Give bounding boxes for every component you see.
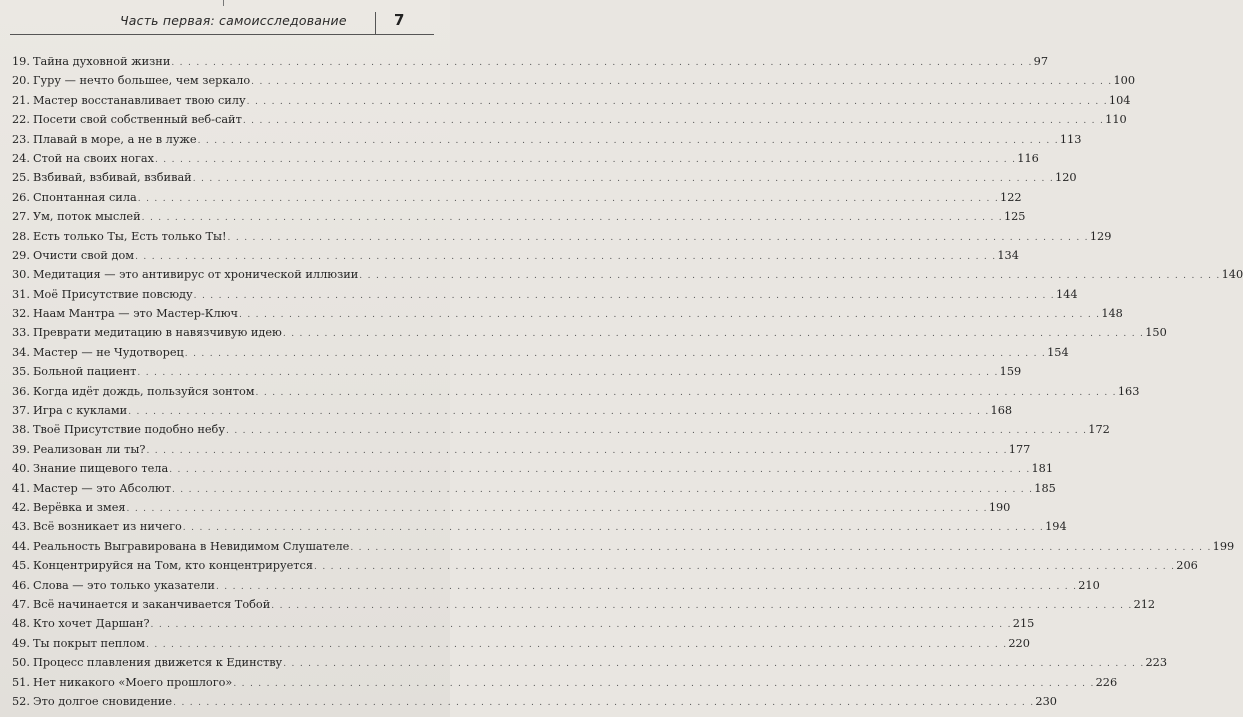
toc-entry-page: 212 (1133, 597, 1156, 611)
toc-entry-title: Наам Мантра — это Мастер-Ключ (32, 307, 239, 321)
toc-entry-title: Гуру — нечто большее, чем зеркало (32, 74, 251, 88)
toc-entry (12, 52, 1049, 71)
toc-entry (12, 91, 1131, 110)
toc-entry-number: 42. (12, 500, 30, 514)
toc-entry-number: 44. (12, 539, 30, 553)
toc-entry-title: Ум, поток мыслей (32, 210, 141, 224)
toc-entry-number: 41. (12, 481, 30, 495)
toc-entry-page: 159 (999, 365, 1022, 379)
toc-entry-title: Верёвка и змея (32, 500, 126, 514)
toc-leader-dots (358, 267, 1221, 286)
toc-entry (12, 498, 1011, 517)
toc-entry-page: 223 (1145, 656, 1168, 670)
toc-entry-page: 172 (1088, 423, 1110, 437)
toc-entry-title: Взбивай, взбивай, взбивай (32, 171, 192, 185)
toc-entry-page: 220 (1008, 636, 1030, 650)
toc-entry-title: Медитация — это антивирус от хронической иллюзии (32, 268, 359, 282)
toc-entry (12, 343, 1069, 362)
toc-entry-number: 37. (12, 404, 30, 418)
toc-entry-title: Слова — это только указатели (32, 578, 215, 592)
toc-entry (12, 459, 1054, 478)
toc-entry-title: Твоё Присутствие подобно небу (32, 423, 225, 437)
toc-entry-title: Плавай в море, а не в луже (32, 132, 197, 146)
toc-entry-page: 163 (1117, 384, 1140, 398)
toc-entry (12, 168, 1077, 187)
toc-entry-number: 25. (12, 171, 30, 185)
toc-entry-page: 113 (1059, 132, 1082, 146)
toc-entry (12, 556, 1198, 575)
toc-entry (12, 246, 1019, 265)
toc-entry-title: Концентрируйся на Том, кто концентрируется (32, 559, 313, 573)
toc-entry-page: 206 (1176, 559, 1198, 573)
toc-entry-title: Реальность Выгравирована в Невидимом Слушателе (32, 539, 350, 553)
toc-entry-title: Больной пациент (32, 365, 137, 379)
header-rule (10, 34, 434, 35)
toc-entry (12, 576, 1100, 595)
toc-entry (12, 595, 1156, 614)
header-tick-mark (223, 0, 224, 6)
toc-entry-page: 144 (1055, 287, 1078, 301)
toc-entry (12, 673, 1118, 692)
toc-entry-title: Преврати медитацию в навязчивую идею (32, 326, 282, 340)
toc-entry-number: 35. (12, 365, 30, 379)
toc-entry-page: 134 (997, 248, 1019, 262)
toc-entry-title: Есть только Ты, Есть только Ты! (32, 229, 227, 243)
toc-entry (12, 517, 1067, 536)
toc-entry-number: 51. (12, 675, 30, 689)
toc-entry (12, 207, 1026, 226)
toc-entry-title: Ты покрыт пеплом (32, 636, 146, 650)
toc-entry-number: 34. (12, 345, 30, 359)
toc-entry-page: 140 (1221, 268, 1243, 282)
toc-entry-title: Мастер восстанавливает твою силу (32, 93, 246, 107)
toc-entry-number: 27. (12, 210, 30, 224)
toc-entry (12, 692, 1057, 711)
toc-entry-number: 20. (12, 74, 30, 88)
toc-entry-page: 129 (1089, 229, 1112, 243)
toc-entry-number: 31. (12, 287, 30, 301)
toc-entry-number: 39. (12, 442, 30, 456)
toc-entry (12, 401, 1013, 420)
header-divider (375, 12, 376, 34)
toc-entry-page: 199 (1212, 539, 1235, 553)
toc-entry (12, 285, 1078, 304)
toc-entry-number: 48. (12, 617, 30, 631)
toc-entry-number: 24. (12, 151, 30, 165)
toc-entry-title: Тайна духовной жизни (32, 55, 171, 68)
toc-entry-title: Очисти свой дом (32, 248, 135, 262)
toc-entry (12, 149, 1039, 168)
toc-entry-title: Когда идёт дождь, пользуйся зонтом (32, 384, 255, 398)
toc-entry-number: 28. (12, 229, 30, 243)
toc-entry-title: Реализован ли ты? (32, 442, 146, 456)
toc-entry (12, 110, 1127, 129)
toc-entry-title: Посети свой собственный веб-сайт (32, 113, 242, 127)
toc-entry (12, 265, 1243, 284)
toc-entry-page: 210 (1078, 578, 1100, 592)
toc-entry-number: 26. (12, 190, 30, 204)
toc-entry-page: 104 (1108, 93, 1131, 107)
toc-entry-title: Мастер — это Абсолют (32, 481, 171, 495)
toc-entry (12, 323, 1167, 342)
toc-entry-number: 47. (12, 597, 30, 611)
toc-entry-number: 43. (12, 520, 30, 534)
toc-entry-title: Это долгое сновидение (32, 694, 173, 708)
toc-entry-number: 38. (12, 423, 30, 437)
toc-leader-dots (349, 539, 1212, 558)
toc-entry (12, 130, 1082, 149)
toc-entry-number: 52. (12, 694, 30, 708)
toc-entry (12, 653, 1168, 672)
toc-entry-number: 23. (12, 132, 30, 146)
toc-entry-number: 33. (12, 326, 30, 340)
toc-entry (12, 382, 1140, 401)
toc-entry-page: 181 (1031, 462, 1054, 476)
toc-entry-number: 29. (12, 248, 30, 262)
toc-entry-page: 194 (1045, 520, 1067, 534)
toc-leader-dots (313, 558, 1176, 577)
toc-entry-number: 45. (12, 559, 30, 573)
toc-entry-title: Мастер — не Чудотворец (32, 345, 184, 359)
toc-entry-number: 50. (12, 656, 30, 670)
toc-entry-title: Всё начинается и заканчивается Тобой (32, 597, 271, 611)
toc-entry-number: 40. (12, 462, 30, 476)
toc-entry (12, 614, 1035, 633)
toc-entry-page: 177 (1008, 442, 1031, 456)
toc-entry-page: 116 (1017, 151, 1039, 165)
section-title: Часть первая: самоисследование (120, 13, 347, 28)
toc-entry-page: 190 (988, 500, 1011, 514)
toc-entry (12, 537, 1235, 556)
toc-entry-page: 226 (1095, 675, 1118, 689)
toc-entry (12, 71, 1136, 90)
toc-entry-page: 154 (1047, 345, 1069, 359)
toc-entry-page: 230 (1035, 694, 1057, 708)
toc-entry-page: 97 (1033, 55, 1049, 68)
toc-leader-dots (172, 694, 1035, 713)
toc-entry-title: Кто хочет Даршан? (32, 617, 150, 631)
table-of-contents (12, 52, 1243, 711)
toc-entry-page: 120 (1055, 171, 1077, 185)
toc-entry (12, 304, 1123, 323)
toc-entry-title: Игра с куклами (32, 404, 128, 418)
toc-entry-number: 19. (12, 55, 30, 68)
toc-entry-title: Моё Присутствие повсюду (32, 287, 193, 301)
toc-entry-title: Всё возникает из ничего (32, 520, 182, 534)
toc-entry-number: 46. (12, 578, 30, 592)
toc-entry-title: Спонтанная сила (32, 190, 137, 204)
toc-entry (12, 188, 1022, 207)
toc-entry-page: 100 (1113, 74, 1136, 88)
toc-entry-title: Стой на своих ногах (32, 151, 154, 165)
toc-entry-number: 21. (12, 93, 30, 107)
toc-entry-number: 22. (12, 113, 30, 127)
toc-entry-page: 168 (990, 404, 1013, 418)
toc-entry-page: 110 (1105, 113, 1127, 127)
toc-entry-number: 30. (12, 268, 30, 282)
toc-entry-title: Нет никакого «Моего прошлого» (32, 675, 233, 689)
running-header (0, 0, 450, 44)
toc-entry (12, 420, 1110, 439)
toc-entry-page: 215 (1012, 617, 1035, 631)
toc-entry (12, 479, 1056, 498)
toc-entry (12, 227, 1112, 246)
toc-entry-number: 32. (12, 307, 30, 321)
toc-entry-page: 185 (1034, 481, 1056, 495)
toc-entry-page: 150 (1145, 326, 1167, 340)
toc-entry-page: 122 (1000, 190, 1022, 204)
toc-entry-page: 148 (1101, 307, 1123, 321)
toc-entry-title: Знание пищевого тела (32, 462, 169, 476)
toc-entry-number: 49. (12, 636, 30, 650)
toc-entry (12, 440, 1031, 459)
toc-entry (12, 634, 1030, 653)
page-number: 7 (394, 11, 405, 29)
toc-entry (12, 362, 1022, 381)
toc-entry-number: 36. (12, 384, 30, 398)
toc-entry-page: 125 (1003, 210, 1026, 224)
toc-entry-title: Процесс плавления движется к Единству (32, 656, 283, 670)
